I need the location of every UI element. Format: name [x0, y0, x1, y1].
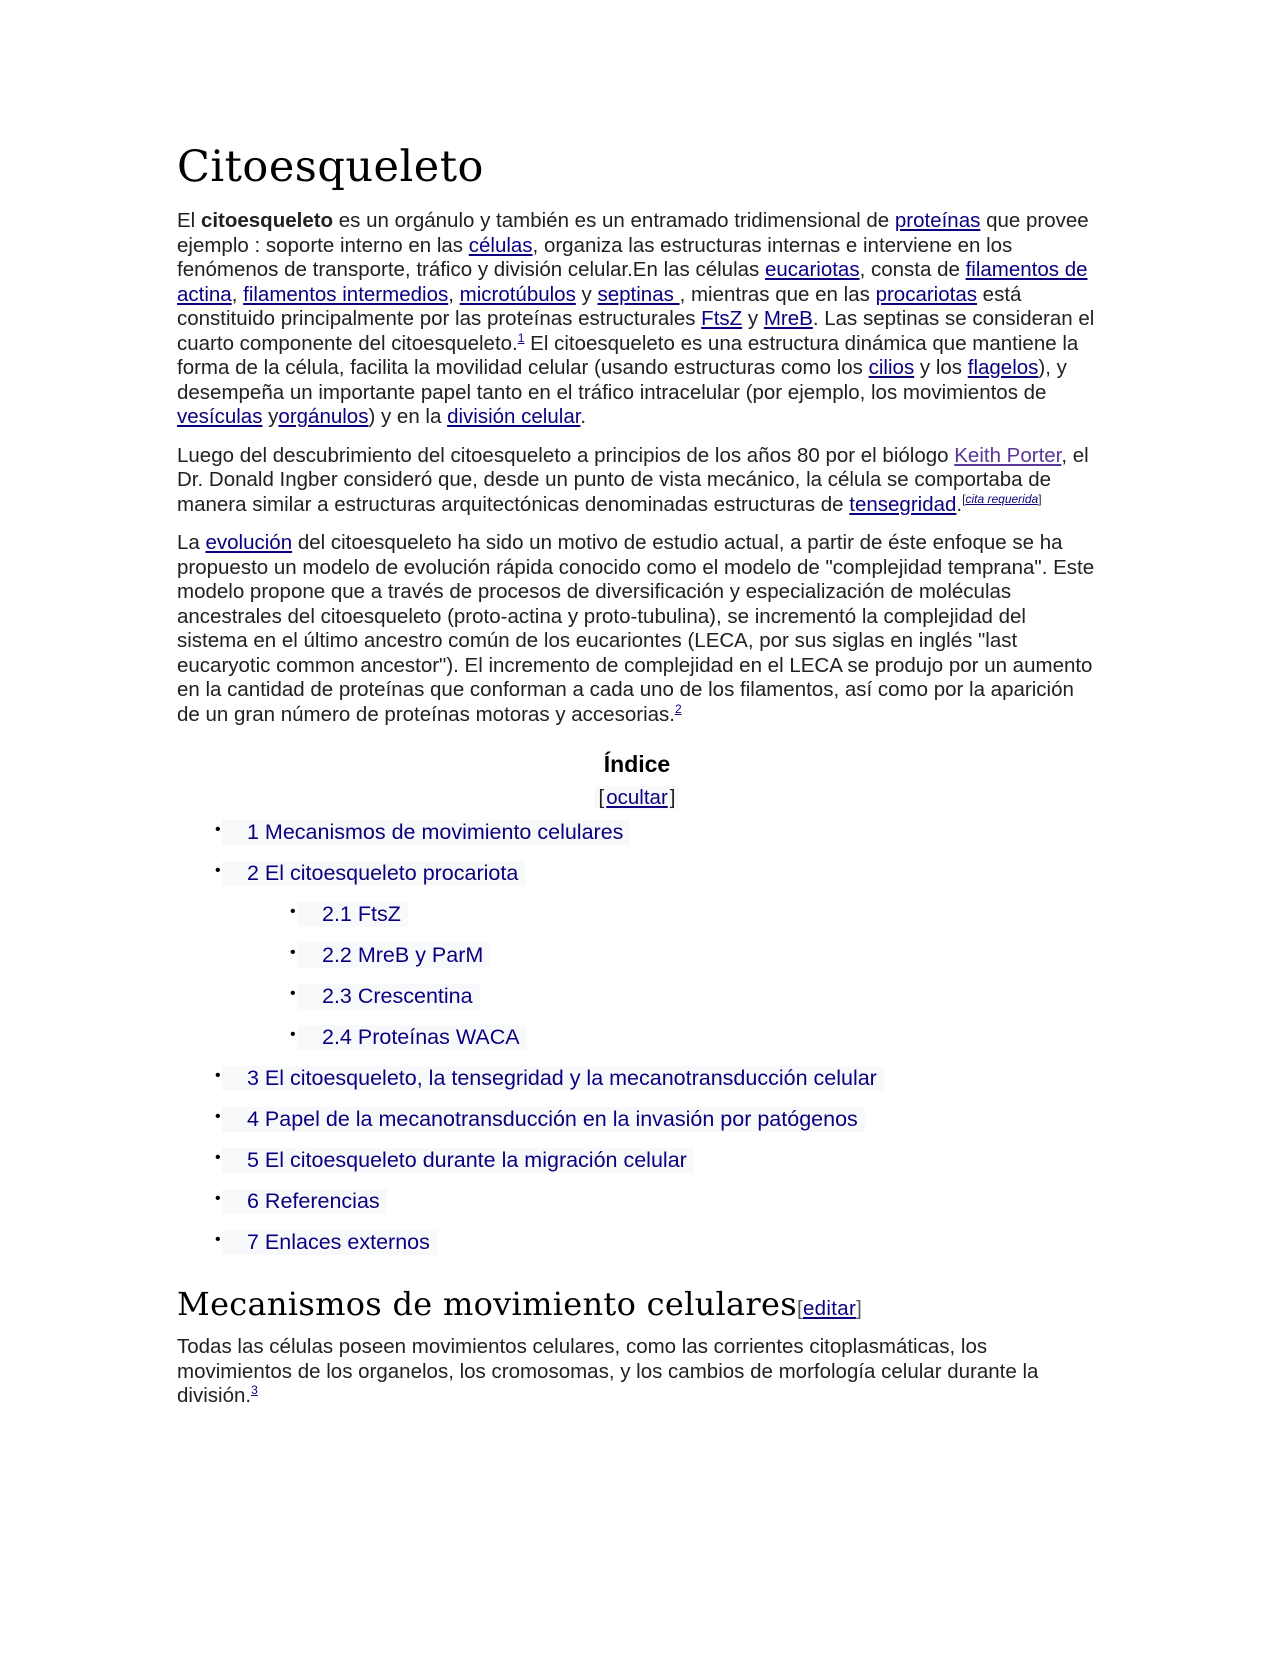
text: ,: [231, 282, 244, 306]
text: del citoesqueleto ha sido un motivo de estudio actual, a partir de éste enfoque se ha propuesto un modelo de evolución rápida conocido como el modelo de "complejidad temprana". Este modelo propone que a través de procesos de diversificación y especialización de moléculas ancestrales del citoesqueleto (proto-actina y proto-tubulina), se incrementó la complejidad del sistema en el último ancestro común de los eucariontes (LECA, por sus siglas en inglés "last eucaryotic common ancestor"). El incremento de complejidad en el LECA se produjo por un aumento en la cantidad de proteínas que conforman a cada uno de los filamentos, así como por la aparición de un gran número de proteínas motoras y accesorias.: [177, 531, 1095, 726]
toc-link[interactable]: 5 El citoesqueleto durante la migración celular: [222, 1148, 694, 1173]
text: y los: [914, 356, 968, 379]
link-eucariotas[interactable]: eucariotas: [764, 258, 860, 281]
toc-link[interactable]: 3 El citoesqueleto, la tensegridad y la mecanotransducción celular: [222, 1066, 884, 1091]
intro-paragraph-3: [177, 531, 1097, 727]
edit-section: [797, 1297, 862, 1320]
text: que provee ejemplo : soporte interno en las: [177, 209, 1089, 257]
link-division-celular[interactable]: división celular: [447, 405, 581, 428]
text: ) y en la: [368, 405, 448, 428]
bracket: [: [796, 1297, 803, 1320]
reference-3: [251, 1383, 258, 1397]
text: , el Dr. Donald Ingber consideró que, desde un punto de vista mecánico, la célula se comportaba de manera similar a estructuras arquitectónicas denominadas estructuras de: [177, 443, 1089, 516]
link-filamentos-actina[interactable]: filamentos de actina: [177, 258, 1088, 306]
toc-item: [177, 820, 1097, 845]
page-title: Citoesqueleto: [177, 142, 484, 192]
text: .: [580, 405, 587, 428]
link-celulas[interactable]: células: [468, 233, 533, 257]
toc-item: [177, 1230, 1097, 1255]
section-paragraph: [177, 1335, 1097, 1409]
text: La: [177, 531, 206, 554]
toc-subitem: [177, 984, 1097, 1009]
reference-link-3[interactable]: 3: [251, 1383, 258, 1398]
toc-link[interactable]: 1 Mecanismos de movimiento celulares: [222, 820, 630, 845]
bracket: ]: [669, 786, 676, 809]
toc-link[interactable]: 2.2 MreB y ParM: [297, 943, 490, 968]
text: Todas las células poseen movimientos celulares, como las corrientes citoplasmáticas, los movimientos de los organelos, los cromosomas, y los cambios de morfología celular durante la división.: [177, 1335, 1039, 1407]
text: El citoesqueleto es una estructura dinámica que mantiene la forma de la célula, facilita la movilidad celular (usando estructuras como los: [177, 331, 1079, 379]
toc-link[interactable]: 2.1 FtsZ: [297, 902, 408, 927]
text: ,: [448, 282, 460, 306]
bullet-icon: •: [215, 1149, 221, 1166]
link-ftsz[interactable]: FtsZ: [701, 307, 743, 330]
toc-subitem: [177, 943, 1097, 968]
table-of-contents: [177, 751, 1097, 1255]
text: , mientras que en las: [679, 282, 876, 306]
link-procariotas[interactable]: procariotas: [875, 282, 977, 306]
toc-link[interactable]: 2.3 Crescentina: [297, 984, 480, 1009]
reference-link-1[interactable]: 1: [517, 330, 525, 345]
citation-needed: [962, 492, 1041, 506]
toc-subitem: [177, 902, 1097, 927]
link-flagelos[interactable]: flagelos: [967, 356, 1039, 379]
toc-item: [177, 861, 1097, 886]
text: ), y desempeña un importante papel tanto en el tráfico intracelular (por ejemplo, los movimientos de: [177, 356, 1067, 404]
link-keith-porter[interactable]: Keith Porter: [954, 443, 1062, 467]
bullet-icon: •: [215, 862, 221, 879]
text: , consta de: [859, 258, 966, 281]
intro-paragraph-1: [177, 209, 1097, 430]
toc-subitem: [177, 1025, 1097, 1050]
link-organulos[interactable]: orgánulos: [278, 405, 369, 428]
article-body: [177, 209, 1097, 1423]
bold-term: citoesqueleto: [200, 209, 334, 232]
edit-link[interactable]: editar: [802, 1297, 857, 1320]
link-microtubulos[interactable]: microtúbulos: [459, 282, 576, 306]
toc-title: Índice: [603, 751, 671, 777]
text: es un orgánulo y también es un entramado tridimensional de: [333, 209, 895, 232]
bracket: [: [962, 491, 966, 506]
toc-link[interactable]: 2 El citoesqueleto procariota: [222, 861, 525, 886]
toc-link[interactable]: 7 Enlaces externos: [222, 1230, 437, 1255]
reference-link-2[interactable]: 2: [674, 701, 682, 716]
link-evolucion[interactable]: evolución: [205, 531, 293, 554]
bullet-icon: •: [290, 944, 296, 961]
bracket: ]: [856, 1297, 863, 1320]
toc-item: [177, 1066, 1097, 1091]
bullet-icon: •: [215, 1108, 221, 1125]
bullet-icon: •: [215, 1067, 221, 1084]
bracket: ]: [1038, 491, 1042, 506]
text: y: [742, 307, 764, 330]
text: .: [956, 492, 963, 516]
text: está constituido principalmente por las proteínas estructurales: [177, 282, 1022, 330]
toc-item: [177, 1189, 1097, 1214]
link-filamentos-intermedios[interactable]: filamentos intermedios: [243, 282, 449, 306]
toc-link[interactable]: 2.4 Proteínas WACA: [297, 1025, 527, 1050]
bullet-icon: •: [290, 1026, 296, 1043]
intro-paragraph-2: [177, 444, 1097, 518]
bullet-icon: •: [215, 1231, 221, 1248]
toc-toggle: [177, 786, 1097, 810]
toc-item: [177, 1148, 1097, 1173]
text: . Las septinas se consideran el cuarto componente del citoesqueleto.: [177, 307, 1095, 355]
toc-link[interactable]: 6 Referencias: [222, 1189, 387, 1214]
toc-list: [177, 820, 1097, 1255]
link-tensegridad[interactable]: tensegridad: [849, 492, 957, 516]
link-mreb[interactable]: MreB: [763, 307, 813, 330]
bullet-icon: •: [215, 821, 221, 838]
bracket: [: [598, 786, 605, 809]
text: Luego del descubrimiento del citoesqueleto a principios de los años 80 por el biólogo: [177, 443, 955, 467]
toc-hide-link[interactable]: ocultar: [606, 786, 668, 809]
link-septinas[interactable]: septinas: [597, 282, 680, 306]
toc-item: [177, 1107, 1097, 1132]
text: , organiza las estructuras internas e interviene en los fenómenos de transporte, tráfico y división celular.En las células: [177, 233, 1013, 281]
toc-link[interactable]: 4 Papel de la mecanotransducción en la invasión por patógenos: [222, 1107, 865, 1132]
text: El: [177, 209, 201, 232]
citation-needed-link[interactable]: cita requerida: [965, 491, 1039, 506]
link-cilios[interactable]: cilios: [868, 356, 915, 379]
reference-2: [675, 702, 682, 716]
bullet-icon: •: [290, 985, 296, 1002]
text: y: [575, 282, 598, 306]
link-vesiculas[interactable]: vesículas: [177, 405, 263, 428]
bullet-icon: •: [290, 903, 296, 920]
bullet-icon: •: [215, 1190, 221, 1207]
text: y: [262, 405, 279, 428]
section-heading-text: Mecanismos de movimiento celulares: [177, 1285, 797, 1323]
link-proteinas[interactable]: proteínas: [894, 209, 981, 232]
section-heading: [177, 1285, 1097, 1323]
